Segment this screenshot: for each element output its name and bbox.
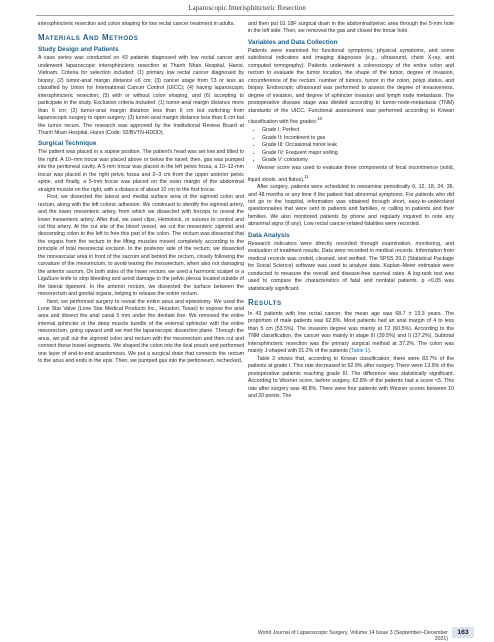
results-paragraph-2: Table 2 shows that, according to Kirwan classification, there were 83.7% of the patients at grade I. This rate decreased to 62.9% after surgery. There were 13.9% of the postoperative patients reaching grade III. The difference was statistically significant. According to Wexner score, before surgery, 62.8% of the patients had a score <5. This rate after surgery was 48.8%. There were four patients with Wexner scores between 10 and 20 points. The (248, 355, 454, 399)
variables-text: Patients were examined for functional symptoms, physical symptoms, and some subclinical indicators and imaging diagnoses (e.g., ultrasound, chest X-ray, and computed tomography). Patients underwent a colonoscopy of the entire colon and rectum to evaluate the tumor location, the shape of the tumor, degree of invasion, circumference of the rectum, number of tumors, tumor in the colon, polyp status, and biopsy. Endoscopic ultrasound was performed to assess the degree of invasiveness, degree of invasion, and degree of sphincter invasion and lymph node metastasis. The postoperative disease stage was divided according to tumor-node-metastasis (TNM) standards of the UICC. Functional assessment was performed according to Kirwan classification with five grades: (248, 47, 454, 125)
wexner-text: Wexner score was used to evaluate three components of fecal incontinence (solid, liquid stools, and flatus). (248, 165, 454, 183)
results-text: In 43 patients with low rectal cancer, the mean age was 68.7 ± 13.3 years. The proportion of male patients was 62.8%. Most patients had an anal margin of 4 to less than 5 cm (53.5%). The invasion degree was mainly at T2 (60.5%). According to the TNM classification, the cancer was mainly in stage III (39.5%) and II (37.2%). Subtotal intersphincteric resection was the primary surgical method at 37.2%. The colon was mainly J-shaped with 51.2% of the patients ( (248, 311, 454, 355)
results-paragraph-1 (248, 311, 454, 356)
page-number: 163 (452, 627, 474, 638)
grade-item: • Grade II: Incontinent to gas (262, 135, 454, 142)
grade-item: • Grade III: Occasional minor leak (262, 142, 454, 149)
reference-11: 11 (304, 173, 309, 179)
left-column (38, 21, 244, 366)
results-heading: RESULTS (248, 298, 282, 307)
wexner-paragraph (248, 165, 454, 184)
continuation-paragraph: and then put 01 18F surgical drain in the abdominal/pelvic area through the 5-mm hole in the left side. Then, we removed the gas and closed the trocar hole. (248, 21, 454, 35)
data-analysis-paragraph: Research indicators were directly recorded through examination, monitoring, and evaluation of treatment results. Data were recorded in medical records. Information from medical records was coded, cleaned, and verified. The SPSS 20.0 (Statistical Package for Social Science) software was used to analyze data. Kaplan–Meier estimates were conducted to measure the overall and disease-free survival rates. A log-rank test was used to compare the characteristics of fatal and nonfatal patients. p <0.05 was statistically significant. (248, 240, 454, 292)
surgical-paragraph-1: The patient was placed in a supine position. The patient's head was set low and tilted to the right. A 10–mm trocar was placed above or below the navel; then, gas was pumped into the peritoneal cavity. A 5-mm trocar was placed in the left pelvic fossa, a 10–12-mm trocar was placed in the right pelvic fossa and 2–3 cm from the upper anterior pelvic spine, and finally, a 5-mm trocar was placed on the outer margin of the abdominal straight muscle on the right, with a distance of about 10 cm to the first trocar. (38, 149, 244, 193)
surgical-technique-heading: Surgical Technique (38, 140, 97, 148)
reference-10: 10 (317, 115, 323, 121)
grade-item: • Grade I: Perfect (262, 127, 454, 134)
variables-heading: Variables and Data Collection (248, 38, 338, 46)
results-text-end: ). (367, 348, 372, 355)
study-design-paragraph: A case series was conducted on 43 patients diagnosed with low rectal cancer and underwent laparoscopic intersphincteric resection at Thanh Nhan Hospital, Hanoi, Vietnam. Criteria for selection included: (1) primary low rectal cancer diagnosed by biopsy; (2) tumor-anal margin distance ≤6 cm; (3) cancer stage from T3 or less as classified by Union for International Cancer Control (UICC); (4) having laparoscopic intersphincteric resection; (5) with or without colon shaping, and (6) accepting to participate in the study. Exclusion criteria included: (1) tumor-anal margin distance more than 6 cm; (2) tumor-anal margin distance less than 6 cm but switching from laparoscopic surgery to open surgery; (3) tumor-anal margin distance less than 6 cm but the tumor recurs. The research was approved by the Institutional Review Board at Thanh Nhan Hospital, Hanoi (Code: 02/BVTN-HDDD). (38, 55, 244, 136)
grade-item: • Grade V: colostomy (262, 157, 454, 164)
study-design-heading: Study Design and Patients (38, 46, 119, 54)
kirwan-grade-list (248, 127, 454, 164)
grade-item: • Grade IV: Frequent major soiling (262, 150, 454, 157)
followup-paragraph: After surgery, patients were scheduled to reexamine periodically 6, 12, 18, 24, 36, and 48 months or any time if the patient had abnormal symptoms. For patients who did not go to the hospital, information was obtained through short, easy-to-understand questionnaires that were sent to patients and families, or calling to patients and their families. We also monitored patients by phone and regularly inquired to note any abnormal signs (if any). Low rectal cancer-related fatalities were recorded. (248, 184, 454, 228)
right-column (248, 21, 454, 400)
surgical-paragraph-3: Next, we performed surgery to reveal the entire anus and episiotomy. We used the Lone Star Valve (Lone Star Medical Products Inc., Houston, Texas) to expose the anal area and dissect the anal canal 5 mm under the dentate line. We removed the entire internal sphincter or the deep muscle bundle of the external sphincter with the entire mesorectum, going upward until we met the laparoscopic dissection plane. Through the anus, we pull out the sigmoid colon and rectum with the mesorectum and then cut and connect these bowel segments. We shaped the colon into the ileal pouch and performed one layer of end-to-end anastomosis. We put a surgical drain that connects the rectum to the anus and ends in the epis. Then, we pumped gas into the peritoneum, rechecked, (38, 298, 244, 365)
running-head: Laparoscopic Interisphincteric Resection (188, 4, 306, 12)
methods-heading: MATERIALS AND METHODS (38, 33, 139, 43)
header-rule (36, 15, 454, 16)
variables-paragraph (248, 48, 454, 126)
surgical-paragraph-2: First, we dissected the lateral and medial surface area of the sigmoid colon and rectum, along with the left colonic adhesion. We continued to identify the sigmoid artery, and the lower mesenteric artery, from which we dissected with forceps to reveal the lower mesenteric artery. After that, we used clips, Hemolock, or sutures to control and cut this artery. At the cut site of the blood vessel, we cut the mesenteric sigmoid and descending colon to the left to free this part of the colon. The rectum was dissected that the organs from the rectum to the lifting muscles moved completely according to the principle of total mesorectal excision. In the posterior side of the rectum, we dissected the nonvascular area in front of the sacrum and behind the rectum, closely following the curvature of the mesorectum, to avoid tearing the mesorectum, when also not damaging the anterior sacrum. On both sides of the lower rectum, we used a harmonic scalpel or a LigaSure knife to stop bleeding and avoid damage to the pelvic plexus located outside of the lateral ligament. In the anterior rectum, we dissected the surface between the mesorectum and genital organs, helping to release the entire rectum. (38, 194, 244, 298)
data-analysis-heading: Data Analysis (248, 231, 290, 239)
table-1-link[interactable]: Table 1 (351, 348, 368, 355)
journal-footer: World Journal of Laparoscopic Surgery, Volume 14 Issue 3 (September–December 2021) (257, 630, 448, 642)
intro-paragraph: intersphincteric resection and colon shaping for low rectal cancer treatment in adults. (38, 21, 235, 27)
